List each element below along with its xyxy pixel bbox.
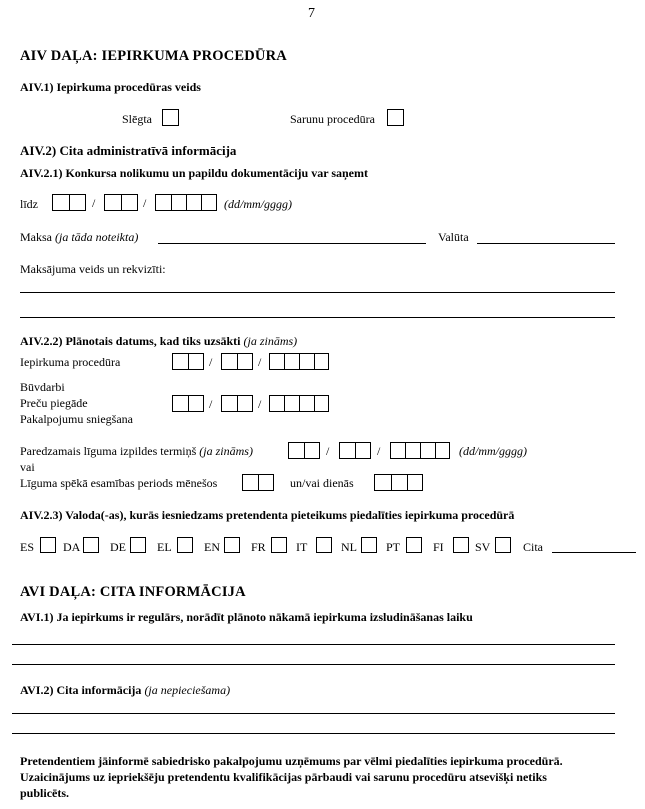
vi2-heading bbox=[20, 683, 230, 698]
contract-term-month-field[interactable] bbox=[339, 442, 371, 459]
option-negotiated-label: Sarunu procedūra bbox=[290, 112, 375, 126]
option-restricted-label: Slēgta bbox=[122, 112, 152, 126]
language-checkbox-de[interactable] bbox=[130, 537, 146, 553]
iv22-heading-text: AIV.2.2) Plānotais datums, kad tiks uzsākti bbox=[20, 334, 241, 348]
until-month-field[interactable] bbox=[104, 194, 138, 211]
iv23-heading: AIV.2.3) Valoda(-as), kurās iesniedzams pretendenta pieteikums piedalīties iepirkuma procedūrā bbox=[20, 508, 515, 522]
language-checkbox-da[interactable] bbox=[83, 537, 99, 553]
language-label-el: EL bbox=[157, 540, 172, 554]
validity-months-label: Līguma spēkā esamības periods mēnešos bbox=[20, 476, 218, 490]
procedure-start-day-field[interactable] bbox=[172, 353, 204, 370]
validity-days-field[interactable] bbox=[374, 474, 423, 491]
until-day-field[interactable] bbox=[52, 194, 86, 211]
language-other-field[interactable] bbox=[552, 552, 636, 553]
iv21-heading: AIV.2.1) Konkursa nolikumu un papildu dokumentāciju var saņemt bbox=[20, 166, 368, 180]
language-label-sv: SV bbox=[475, 540, 491, 554]
until-year-field[interactable] bbox=[155, 194, 217, 211]
date-separator: / bbox=[258, 397, 262, 411]
language-checkbox-el[interactable] bbox=[177, 537, 193, 553]
language-checkbox-it[interactable] bbox=[316, 537, 332, 553]
contract-term-day-field[interactable] bbox=[288, 442, 320, 459]
until-date-format: (dd/mm/gggg) bbox=[224, 197, 292, 211]
language-checkbox-pt[interactable] bbox=[406, 537, 422, 553]
vi2-field-line-2[interactable] bbox=[12, 733, 615, 734]
page-number: 7 bbox=[308, 6, 315, 21]
fee-field[interactable] bbox=[158, 243, 426, 244]
language-checkbox-sv[interactable] bbox=[495, 537, 511, 553]
language-checkbox-nl[interactable] bbox=[361, 537, 377, 553]
language-checkbox-fi[interactable] bbox=[453, 537, 469, 553]
payment-field-line-1[interactable] bbox=[20, 292, 615, 293]
procedure-start-month-field[interactable] bbox=[221, 353, 253, 370]
date-separator: / bbox=[209, 355, 213, 369]
payment-field-line-2[interactable] bbox=[20, 317, 615, 318]
contract-term-label-text: Paredzamais līguma izpildes termiņš bbox=[20, 444, 197, 458]
date-separator: / bbox=[377, 444, 381, 458]
currency-label: Valūta bbox=[438, 230, 469, 244]
contract-term-note: (ja zināms) bbox=[199, 444, 253, 458]
services-label: Pakalpojumu sniegšana bbox=[20, 412, 133, 426]
option-restricted-checkbox[interactable] bbox=[162, 109, 179, 126]
language-label-it: IT bbox=[296, 540, 308, 554]
language-label-nl: NL bbox=[341, 540, 357, 554]
section-iv-title: AIV DAĻA: IEPIRKUMA PROCEDŪRA bbox=[20, 48, 287, 64]
language-label-da: DA bbox=[63, 540, 81, 554]
language-label-fr: FR bbox=[251, 540, 266, 554]
date-separator: / bbox=[92, 196, 96, 210]
iv2-heading: AIV.2) Cita administratīvā informācija bbox=[20, 143, 237, 158]
award-start-year-field[interactable] bbox=[269, 395, 329, 412]
iv1-heading: AIV.1) Iepirkuma procedūras veids bbox=[20, 80, 201, 94]
procedure-start-year-field[interactable] bbox=[269, 353, 329, 370]
date-separator: / bbox=[209, 397, 213, 411]
footer-note-line-3: publicēts. bbox=[20, 786, 70, 800]
validity-days-label: un/vai dienās bbox=[290, 476, 354, 490]
footer-note-line-2: Uzaicinājums uz iepriekšēju pretendentu kvalifikācijas pārbaudi vai sarunu procedūru atsevišķi netiks bbox=[20, 770, 547, 784]
date-separator: / bbox=[143, 196, 147, 210]
vi2-heading-text: AVI.2) Cita informācija bbox=[20, 683, 142, 697]
footer-note-line-1: Pretendentiem jāinformē sabiedrisko pakalpojumu uzņēmums par vēlmi piedalīties iepirkuma procedūrā. bbox=[20, 754, 563, 768]
fee-label-text: Maksa bbox=[20, 230, 52, 244]
language-checkbox-fr[interactable] bbox=[271, 537, 287, 553]
fee-label bbox=[20, 230, 138, 245]
iv22-heading-note: (ja zināms) bbox=[243, 334, 298, 348]
language-label-de: DE bbox=[110, 540, 126, 554]
vi2-heading-note: (ja nepieciešama) bbox=[144, 683, 231, 697]
until-label: līdz bbox=[20, 197, 38, 211]
supply-label: Preču piegāde bbox=[20, 396, 88, 410]
procedure-start-label: Iepirkuma procedūra bbox=[20, 355, 121, 369]
vi1-field-line-1[interactable] bbox=[12, 644, 615, 645]
vi2-field-line-1[interactable] bbox=[12, 713, 615, 714]
option-negotiated-checkbox[interactable] bbox=[387, 109, 404, 126]
section-vi-title: AVI DAĻA: CITA INFORMĀCIJA bbox=[20, 584, 246, 600]
vi1-heading: AVI.1) Ja iepirkums ir regulārs, norādīt plānoto nākamā iepirkuma izsludināšanas laiku bbox=[20, 610, 473, 624]
language-label-pt: PT bbox=[386, 540, 401, 554]
language-label-en: EN bbox=[204, 540, 220, 554]
language-checkbox-en[interactable] bbox=[224, 537, 240, 553]
works-label: Būvdarbi bbox=[20, 380, 65, 394]
contract-term-year-field[interactable] bbox=[390, 442, 450, 459]
or-label: vai bbox=[20, 460, 35, 474]
language-label-es: ES bbox=[20, 540, 35, 554]
fee-note: (ja tāda noteikta) bbox=[55, 230, 139, 244]
validity-months-field[interactable] bbox=[242, 474, 274, 491]
contract-term-date-format: (dd/mm/gggg) bbox=[459, 444, 527, 458]
language-checkbox-es[interactable] bbox=[40, 537, 56, 553]
vi1-field-line-2[interactable] bbox=[12, 664, 615, 665]
contract-term-label bbox=[20, 444, 253, 459]
award-start-day-field[interactable] bbox=[172, 395, 204, 412]
award-start-month-field[interactable] bbox=[221, 395, 253, 412]
language-label-fi: FI bbox=[433, 540, 444, 554]
payment-label: Maksājuma veids un rekvizīti: bbox=[20, 262, 166, 276]
date-separator: / bbox=[258, 355, 262, 369]
language-other-label: Cita bbox=[523, 540, 543, 554]
date-separator: / bbox=[326, 444, 330, 458]
iv22-heading bbox=[20, 334, 297, 349]
currency-field[interactable] bbox=[477, 243, 615, 244]
